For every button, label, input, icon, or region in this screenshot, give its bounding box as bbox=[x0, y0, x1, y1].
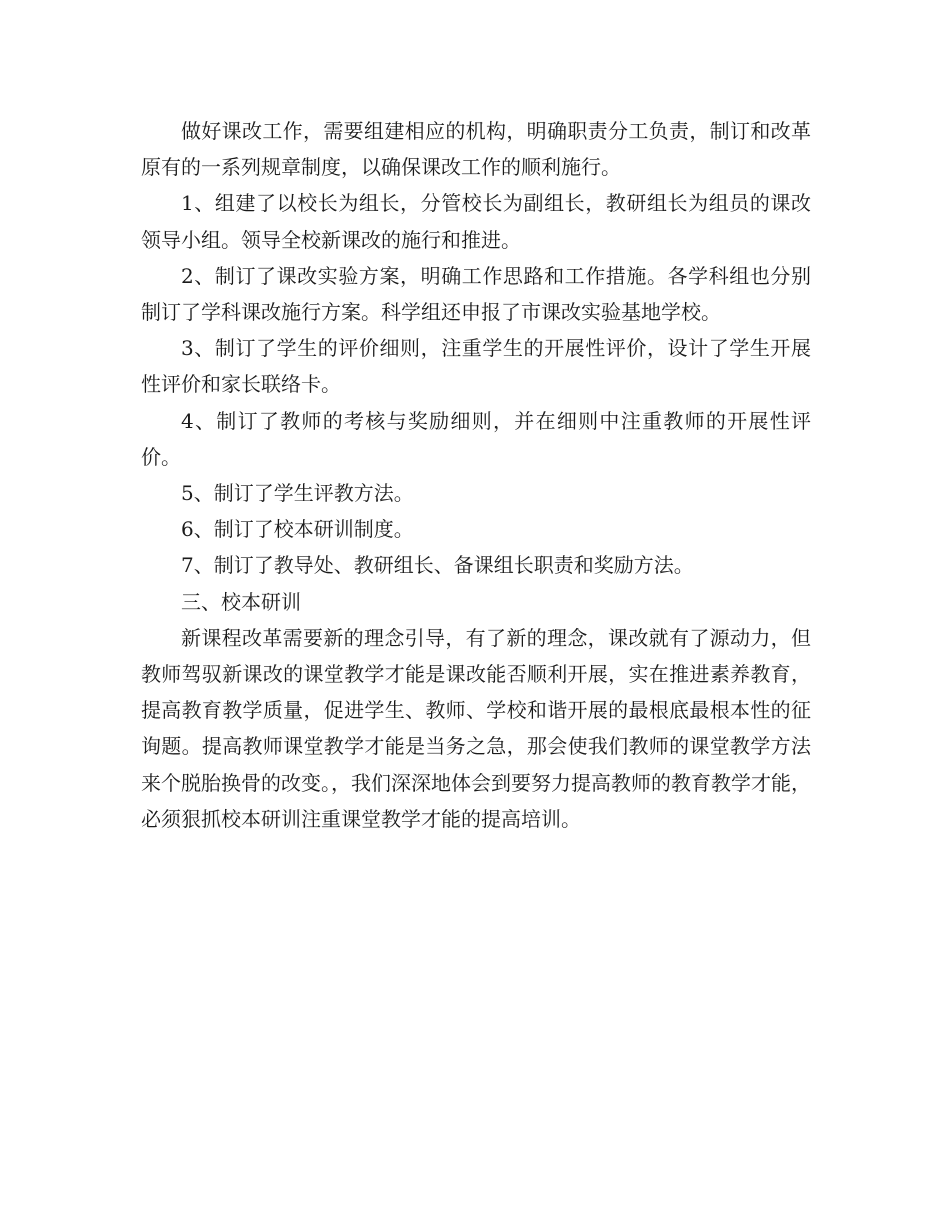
paragraph-item-4: 4、制订了教师的考核与奖励细则，并在细则中注重教师的开展性评价。 bbox=[141, 408, 811, 469]
paragraph-section-body: 新课程改革需要新的理念引导，有了新的理念，课改就有了源动力，但教师驾驭新课改的课堂教学才能是课改能否顺利开展，实在推进素养教育，提高教育教学质量，促进学生、教师、学校和谐开展的最根底最根本性的征询题。提高教师课堂教学才能是当务之急，那会使我们教师的课堂教学方法来个脱胎换骨的改变。，我们深深地体会到要努力提高教师的教育教学才能，必须狠抓校本研训注重课堂教学才能的提高培训。 bbox=[141, 625, 811, 831]
paragraph-item-2: 2、制订了课改实验方案，明确工作思路和工作措施。各学科组也分别制订了学科课改施行方案。科学组还申报了市课改实验基地学校。 bbox=[141, 263, 811, 325]
paragraph-item-3: 3、制订了学生的评价细则，注重学生的开展性评价，设计了学生开展性评价和家长联络卡。 bbox=[141, 336, 811, 397]
paragraph-item-6: 6、制订了校本研训制度。 bbox=[181, 517, 414, 542]
paragraph-item-7: 7、制订了教导处、教研组长、备课组长职责和奖励方法。 bbox=[181, 553, 694, 578]
paragraph-intro: 做好课改工作，需要组建相应的机构，明确职责分工负责，制订和改革原有的一系列规章制度，以确保课改工作的顺利施行。 bbox=[141, 119, 811, 180]
section-heading: 三、校本研训 bbox=[181, 589, 301, 614]
document-body bbox=[141, 113, 811, 837]
paragraph-item-1: 1、组建了以校长为组长，分管校长为副组长，教研组长为组员的课改领导小组。领导全校新课改的施行和推进。 bbox=[141, 191, 811, 252]
paragraph-item-5: 5、制订了学生评教方法。 bbox=[181, 481, 414, 506]
